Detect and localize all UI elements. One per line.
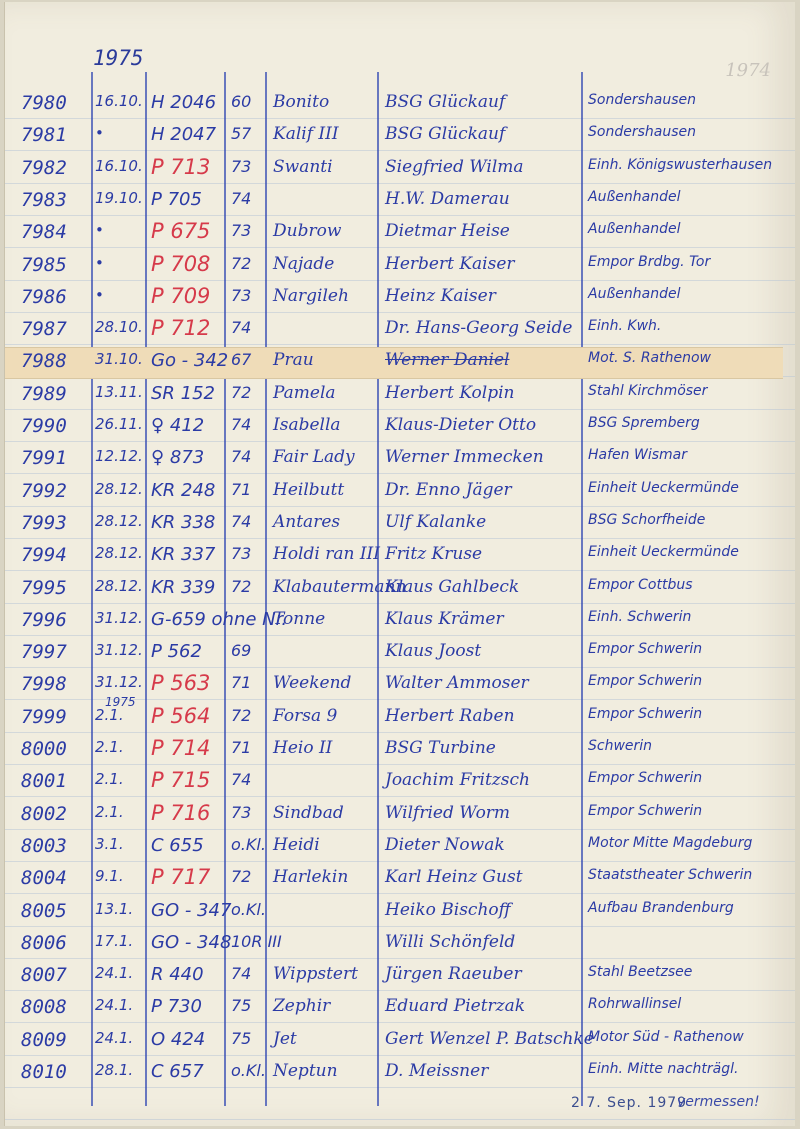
registration-number: P 564 — [151, 703, 211, 728]
entry-number: 7990 — [21, 415, 67, 437]
boat-name: Swanti — [273, 156, 333, 177]
entry-date: 24.1. — [95, 1028, 134, 1047]
entry-number: 7992 — [21, 479, 67, 502]
build-year: 73 — [231, 156, 252, 176]
entry-date: 28.12. — [95, 576, 143, 595]
registration-number: P 712 — [151, 316, 211, 341]
owner-name: Klaus Joost — [385, 641, 482, 662]
registration-number: P 717 — [151, 865, 211, 890]
boat-name: Zephir — [273, 996, 331, 1017]
build-year: 74 — [231, 318, 252, 338]
owner-name: Klaus Gahlbeck — [385, 576, 520, 597]
boat-name: Neptun — [273, 1061, 338, 1081]
build-year: 74 — [231, 964, 252, 984]
entry-date: 3.1. — [95, 834, 124, 853]
entry-date: 31.12. — [95, 608, 143, 627]
entry-number: 7980 — [21, 92, 67, 114]
club-name: BSG Spremberg — [588, 415, 700, 431]
registration-number: GO - 348 — [151, 931, 232, 953]
build-year: 73 — [231, 544, 252, 564]
table-row — [5, 1057, 795, 1094]
entry-number: 7994 — [21, 544, 67, 567]
entry-date: 28.12. — [95, 479, 143, 498]
registration-number: ♀ 873 — [151, 447, 205, 469]
owner-name: Joachim Fritzsch — [385, 770, 530, 791]
registration-number: C 657 — [151, 1061, 204, 1082]
boat-name: Bonito — [273, 92, 330, 112]
registration-number: P 714 — [151, 736, 211, 760]
entry-date: 2.1. — [95, 705, 124, 724]
entry-date: • — [95, 221, 104, 240]
build-year: 72 — [231, 253, 252, 273]
build-year: o.Kl. — [231, 834, 266, 854]
owner-name: Dr. Hans-Georg Seide — [385, 318, 573, 339]
owner-name: Jürgen Raeuber — [385, 964, 522, 985]
boat-name: Heidi — [273, 834, 320, 855]
entry-number: 7981 — [21, 124, 67, 147]
registration-number: P 705 — [151, 188, 202, 210]
owner-name: Klaus-Dieter Otto — [385, 415, 537, 435]
build-year: 71 — [231, 738, 252, 757]
build-year: 73 — [231, 802, 252, 822]
club-name: Motor Süd - Rathenow — [588, 1028, 744, 1045]
owner-name: Dieter Nowak — [385, 834, 505, 855]
bleed-through-text: 1974 — [725, 60, 771, 81]
year-note-inline: 1975 — [105, 695, 136, 709]
registration-number: H 2047 — [151, 124, 217, 146]
entry-date: 31.12. — [95, 641, 143, 660]
build-year: o.Kl. — [231, 899, 266, 919]
boat-name: Dubrow — [273, 221, 342, 242]
boat-name: Harlekin — [273, 867, 349, 888]
registration-number: P 730 — [151, 996, 202, 1018]
registration-number: KR 339 — [151, 576, 216, 598]
build-year: 75 — [231, 996, 252, 1016]
boat-name: Najade — [273, 253, 335, 274]
club-name: Empor Cottbus — [588, 576, 693, 593]
club-name: Staatstheater Schwerin — [588, 867, 753, 884]
registration-number: P 708 — [151, 251, 211, 276]
owner-name: Willi Schönfeld — [385, 931, 516, 952]
entry-number: 7985 — [21, 253, 67, 276]
entry-date: 28.1. — [95, 1061, 134, 1079]
registration-number: Go - 342 — [151, 350, 229, 372]
owner-name: Werner Daniel — [385, 350, 510, 371]
boat-name: Klabautermann — [273, 576, 407, 597]
boat-name: Tonne — [273, 608, 326, 629]
boat-name: Pamela — [273, 382, 336, 403]
owner-name: Fritz Kruse — [385, 544, 483, 565]
owner-name: BSG Glückauf — [385, 124, 506, 145]
registration-number: P 709 — [151, 283, 211, 308]
registration-number: SR 152 — [151, 382, 216, 404]
registration-number: G-659 ohne Nr. — [151, 608, 288, 630]
build-year: 74 — [231, 770, 252, 790]
entry-date: • — [95, 285, 104, 304]
boat-name: Prau — [273, 350, 314, 371]
club-name: Einh. Kwh. — [588, 318, 662, 335]
entry-number: 8006 — [21, 931, 67, 954]
boat-name: Forsa 9 — [273, 705, 338, 726]
entry-number: 7997 — [21, 641, 67, 664]
boat-name: Heio II — [273, 738, 333, 758]
boat-name: Nargileh — [273, 285, 349, 306]
club-name: Einheit Ueckermünde — [588, 544, 739, 561]
club-name: Stahl Beetzsee — [588, 964, 693, 981]
entry-number: 7987 — [21, 318, 67, 341]
date-stamp: 2 7. Sep. 1979 — [571, 1095, 688, 1111]
owner-name: BSG Turbine — [385, 738, 496, 758]
entry-date: • — [95, 124, 104, 143]
club-name: Empor Schwerin — [588, 802, 703, 819]
build-year: 71 — [231, 673, 252, 693]
entry-date: 19.10. — [95, 188, 143, 207]
boat-name: Wippstert — [273, 964, 358, 985]
owner-name: H.W. Damerau — [385, 188, 510, 209]
boat-name: Jet — [273, 1028, 297, 1049]
entry-number: 8003 — [21, 834, 67, 857]
registration-number: ♀ 412 — [151, 415, 205, 436]
build-year: 67 — [231, 350, 252, 370]
owner-name: Ulf Kalanke — [385, 511, 487, 532]
entry-date: 13.11. — [95, 382, 143, 401]
entry-number: 8002 — [21, 802, 67, 825]
build-year: 73 — [231, 285, 252, 305]
ledger-page — [4, 2, 795, 1126]
registration-number: P 675 — [151, 219, 211, 244]
entry-number: 7993 — [21, 511, 67, 534]
entry-date: 28.10. — [95, 318, 143, 337]
ruling-line — [5, 1119, 795, 1120]
entry-date: 16.10. — [95, 92, 143, 110]
boat-name: Sindbad — [273, 802, 344, 823]
owner-name: Eduard Pietrzak — [385, 996, 526, 1017]
owner-name: Gert Wenzel P. Batschke — [385, 1028, 594, 1049]
club-name: Außenhandel — [588, 285, 681, 302]
entry-number: 7982 — [21, 156, 67, 179]
club-name: Außenhandel — [588, 221, 681, 238]
entry-number: 8001 — [21, 770, 67, 793]
entry-date: 16.10. — [95, 156, 143, 175]
club-name: Einheit Ueckermünde — [588, 479, 739, 496]
entry-date: 26.11. — [95, 415, 143, 433]
entry-number: 7988 — [21, 350, 67, 373]
entry-number: 7986 — [21, 285, 67, 308]
owner-name: Walter Ammoser — [385, 673, 529, 694]
entry-date: 17.1. — [95, 931, 134, 950]
entry-date: 9.1. — [95, 867, 124, 886]
owner-name: Dr. Enno Jäger — [385, 479, 512, 500]
owner-name: D. Meissner — [385, 1061, 489, 1081]
club-name: Einh. Mitte nachträgl. — [588, 1061, 739, 1077]
registration-number: P 715 — [151, 768, 211, 793]
boat-name: Isabella — [273, 415, 341, 435]
build-year: 72 — [231, 867, 252, 887]
entry-date: 31.10. — [95, 350, 143, 369]
entry-number: 7984 — [21, 221, 67, 244]
club-name: Rohrwallinsel — [588, 996, 682, 1013]
build-year: 74 — [231, 511, 252, 531]
registration-number: H 2046 — [151, 92, 217, 113]
entry-date: 2.1. — [95, 770, 124, 789]
owner-name: Dietmar Heise — [385, 221, 510, 242]
entry-date: 28.12. — [95, 511, 143, 530]
entry-number: 8010 — [21, 1061, 67, 1083]
owner-name: BSG Glückauf — [385, 92, 506, 112]
build-year: 74 — [231, 188, 252, 208]
club-name: Aufbau Brandenburg — [588, 899, 734, 916]
club-name: Empor Schwerin — [588, 673, 703, 690]
entry-date: • — [95, 253, 104, 272]
build-year: 57 — [231, 124, 252, 144]
club-name: Außenhandel — [588, 188, 681, 205]
owner-name: Siegfried Wilma — [385, 156, 524, 177]
owner-name: Herbert Kaiser — [385, 253, 515, 274]
owner-name: Karl Heinz Gust — [385, 867, 523, 888]
build-year: 75 — [231, 1028, 252, 1048]
entry-number: 8007 — [21, 964, 67, 987]
boat-name: Antares — [273, 511, 341, 532]
build-year: 72 — [231, 705, 252, 725]
entry-number: 7998 — [21, 673, 67, 696]
registration-number: O 424 — [151, 1028, 206, 1050]
boat-name: Weekend — [273, 673, 352, 694]
club-name: Einh. Schwerin — [588, 608, 692, 625]
year-heading: 1975 — [93, 46, 144, 70]
build-year: 60 — [231, 92, 252, 111]
build-year: 71 — [231, 479, 252, 499]
handwritten-note: vermessen! — [677, 1094, 760, 1110]
registration-number: KR 248 — [151, 479, 216, 501]
entry-number: 7995 — [21, 576, 67, 599]
boat-name: Fair Lady — [273, 447, 355, 468]
club-name: Einh. Königswusterhausen — [588, 156, 773, 173]
entry-number: 8009 — [21, 1028, 67, 1051]
club-name: Empor Schwerin — [588, 705, 703, 722]
build-year: o.Kl. — [231, 1061, 266, 1080]
entry-date: 2.1. — [95, 738, 124, 756]
boat-name: Kalif III — [273, 124, 339, 145]
entry-number: 7989 — [21, 382, 67, 405]
registration-number: C 655 — [151, 834, 204, 856]
club-name: BSG Schorfheide — [588, 511, 706, 528]
entry-number: 7983 — [21, 188, 67, 211]
club-name: Empor Schwerin — [588, 641, 703, 658]
entry-number: 8008 — [21, 996, 67, 1019]
build-year: 69 — [231, 641, 252, 661]
registration-number: P 563 — [151, 671, 211, 696]
build-year: 73 — [231, 221, 252, 241]
registration-number: P 713 — [151, 154, 211, 179]
registration-number: P 716 — [151, 800, 211, 825]
entry-number: 8000 — [21, 738, 67, 760]
entry-number: 8005 — [21, 899, 67, 922]
club-name: Empor Schwerin — [588, 770, 703, 787]
registration-number: P 562 — [151, 641, 202, 663]
entry-date: 24.1. — [95, 996, 134, 1015]
club-name: Schwerin — [588, 738, 653, 754]
owner-name: Herbert Kolpin — [385, 382, 515, 403]
owner-name: Werner Immecken — [385, 447, 544, 468]
build-year: 10R III — [231, 931, 282, 951]
owner-name: Wilfried Worm — [385, 802, 511, 823]
entry-date: 13.1. — [95, 899, 134, 918]
build-year: 72 — [231, 576, 252, 596]
entry-number: 7996 — [21, 608, 67, 631]
registration-number: GO - 347 — [151, 899, 232, 921]
entry-number: 7991 — [21, 447, 67, 470]
owner-name: Herbert Raben — [385, 705, 515, 726]
build-year: 72 — [231, 382, 252, 402]
owner-name: Heiko Bischoff — [385, 899, 511, 920]
entry-date: 28.12. — [95, 544, 143, 563]
owner-name: Heinz Kaiser — [385, 285, 496, 306]
entry-date: 12.12. — [95, 447, 143, 466]
build-year: 74 — [231, 447, 252, 467]
registration-number: KR 338 — [151, 511, 216, 533]
build-year: 74 — [231, 415, 252, 434]
registration-number: KR 337 — [151, 544, 216, 566]
club-name: Empor Brdbg. Tor — [588, 253, 711, 270]
entry-number: 8004 — [21, 867, 67, 890]
boat-name: Holdi ran III — [273, 544, 380, 565]
entry-date: 31.12. — [95, 673, 143, 692]
entry-date: 24.1. — [95, 964, 134, 983]
club-name: Mot. S. Rathenow — [588, 350, 711, 367]
club-name: Hafen Wismar — [588, 447, 687, 464]
owner-name: Klaus Krämer — [385, 608, 504, 629]
club-name: Stahl Kirchmöser — [588, 382, 708, 399]
club-name: Motor Mitte Magdeburg — [588, 834, 753, 851]
registration-number: R 440 — [151, 964, 204, 986]
club-name: Sondershausen — [588, 124, 696, 141]
club-name: Sondershausen — [588, 92, 696, 108]
entry-number: 7999 — [21, 705, 67, 728]
entry-date: 2.1. — [95, 802, 124, 821]
boat-name: Heilbutt — [273, 479, 345, 500]
